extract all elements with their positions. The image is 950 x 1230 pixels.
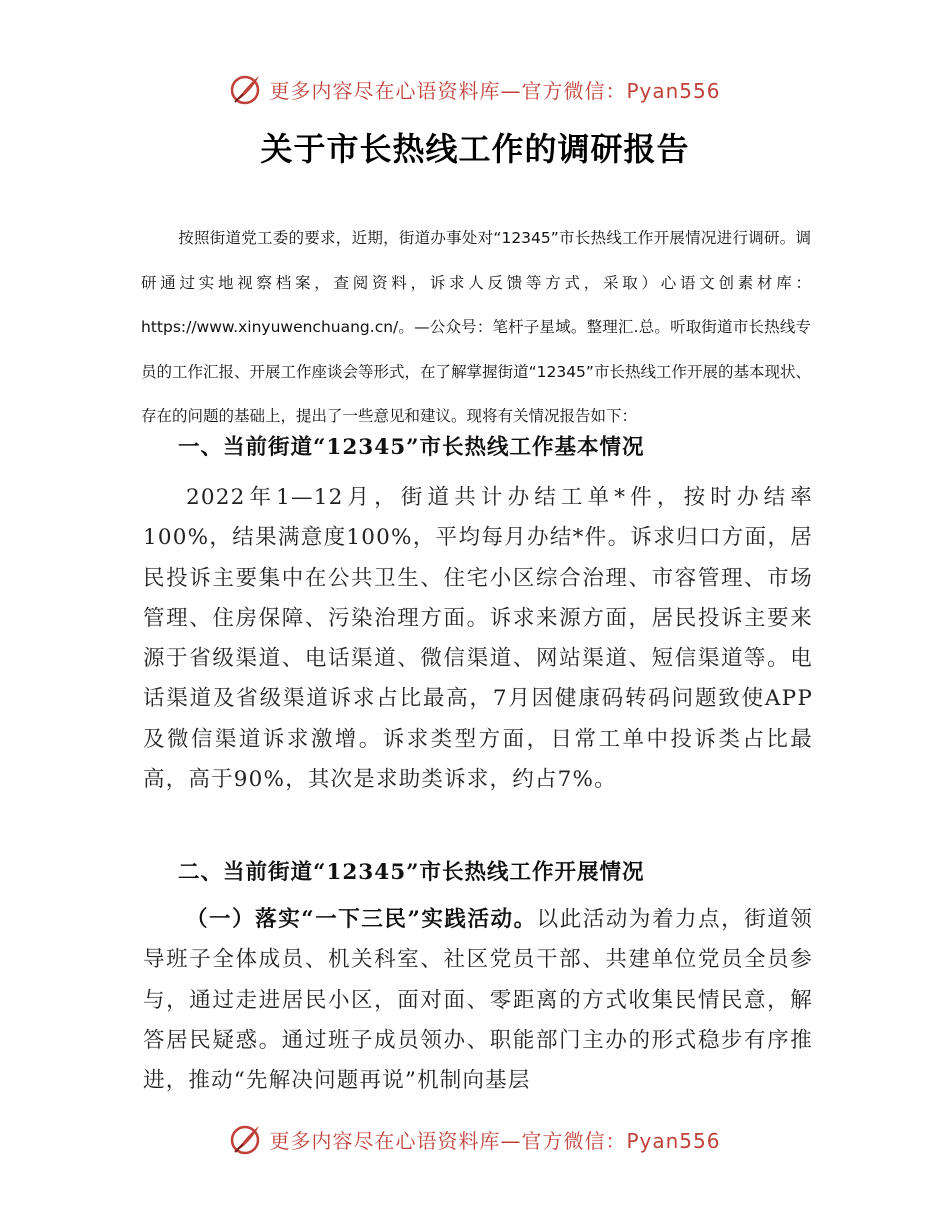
section-1-heading: 一、当前街道“12345”市长热线工作基本情况 [178, 435, 645, 460]
section-2-paragraph [143, 900, 813, 1101]
document-title: 关于市长热线工作的调研报告 [260, 130, 690, 168]
section-1-paragraph: 2022年1—12月，街道共计办结工单*件，按时办结率100%，结果满意度100%，平均每月办结*件。诉求归口方面，居民投诉主要集中在公共卫生、住宅小区综合治理、市容管理、市场管理、住房保障、污染治理方面。诉求来源方面，居民投诉主要来源于省级渠道、电话渠道、微信渠道、网站渠道、短信渠道等。电话渠道及省级渠道诉求占比最高，7月因健康码转码问题致使APP及微信渠道诉求激增。诉求类型方面，日常工单中投诉类占比最高，高于90%，其次是求助类诉求，约占7%。 [143, 485, 813, 793]
feather-quill-icon [229, 72, 263, 106]
intro-paragraph: 按照街道党工委的要求，近期，街道办事处对“12345”市长热线工作开展情况进行调研。调研通过实地视察档案，查阅资料，诉求人反馈等方式，采取）心语文创素材库：https://www.xinyuwenchuang.cn/。—公众号：笔杆子星域。整理汇.总。听取街道市长热线专员的工作汇报、开展工作座谈会等形式，在了解掌握街道“12345”市长热线工作开展的基本现状、存在的问题的基础上，提出了一些意见和建议。现将有关情况报告如下： [141, 229, 811, 425]
section-2-heading: 二、当前街道“12345”市长热线工作开展情况 [178, 860, 645, 885]
subsection-1-lead: （一）落实“一下三民”实践活动。 [186, 907, 537, 932]
feather-quill-icon [229, 1122, 263, 1156]
header-watermark-text: 更多内容尽在心语资料库—官方微信：Pyan556 [269, 78, 721, 103]
header-watermark-banner [0, 72, 950, 106]
footer-watermark-banner [0, 1122, 950, 1156]
footer-watermark-text: 更多内容尽在心语资料库—官方微信：Pyan556 [269, 1128, 721, 1153]
subsection-1-body: 以此活动为着力点，街道领导班子全体成员、机关科室、社区党员干部、共建单位党员全员参与，通过走进居民小区，面对面、零距离的方式收集民情民意，解答居民疑惑。通过班子成员领办、职能部门主办的形式稳步有序推进，推动“先解决问题再说”机制向基层 [143, 907, 814, 1094]
